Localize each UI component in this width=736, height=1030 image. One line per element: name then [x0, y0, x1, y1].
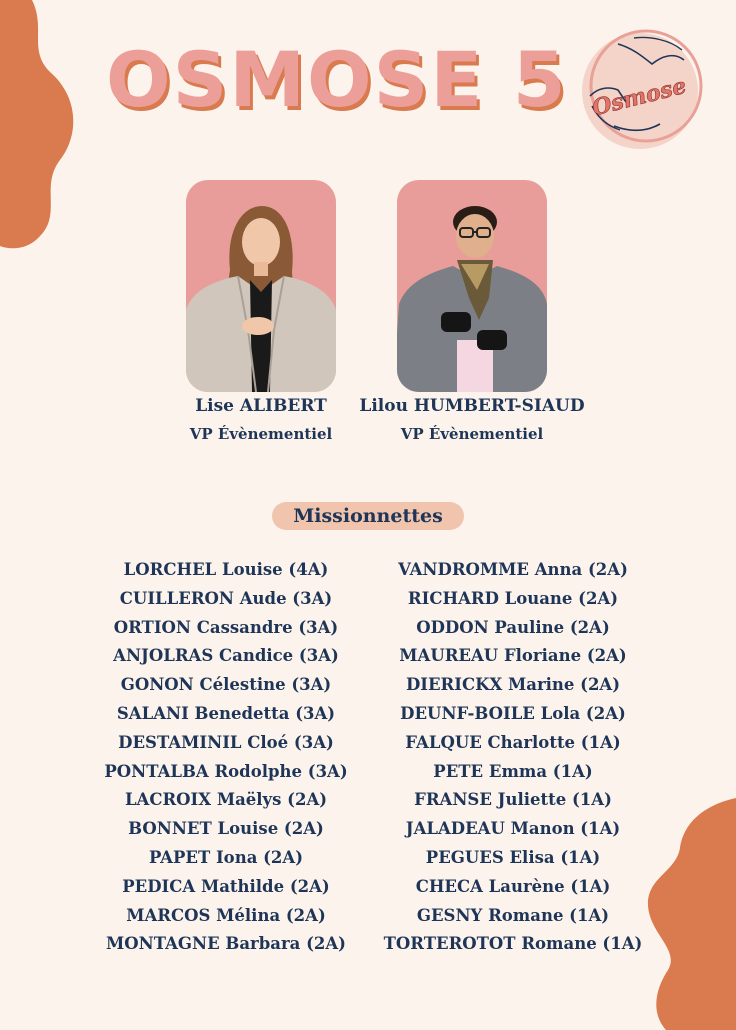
list-item: PETE Emma (1A) [433, 761, 593, 781]
list-item: LACROIX Maëlys (2A) [124, 790, 328, 810]
list-item: MARCOS Mélina (2A) [126, 905, 326, 925]
photo-lise-alibert [186, 180, 336, 392]
section-heading-missionnettes: Missionnettes [272, 502, 464, 530]
photo-lilou-humbert-siaud [397, 180, 547, 392]
list-item: PEDICA Mathilde (2A) [122, 876, 330, 896]
logo-text: Osmose [589, 72, 689, 122]
list-item: ODDON Pauline (2A) [416, 617, 610, 637]
list-item: DESTAMINIL Cloé (3A) [118, 732, 334, 752]
list-item: FRANSE Juliette (1A) [414, 790, 612, 810]
list-item: PEGUES Elisa (1A) [425, 847, 601, 867]
list-item: TORTEROTOT Romane (1A) [383, 934, 643, 954]
team-member-name: Lise ALIBERT [195, 396, 327, 416]
missionnettes-list-left [91, 556, 361, 959]
list-item: CHECA Laurène (1A) [415, 876, 611, 896]
list-item: GESNY Romane (1A) [416, 905, 610, 925]
list-item: MAUREAU Floriane (2A) [399, 646, 627, 666]
decorative-blob-top-left [0, 0, 80, 252]
list-item: FALQUE Charlotte (1A) [405, 732, 621, 752]
list-item: SALANI Benedetta (3A) [116, 703, 336, 723]
list-item: PONTALBA Rodolphe (3A) [104, 761, 348, 781]
list-item: PAPET Iona (2A) [148, 847, 304, 867]
list-item: ANJOLRAS Candice (3A) [113, 646, 339, 666]
list-item: DEUNF-BOILE Lola (2A) [400, 703, 626, 723]
decorative-blob-bottom-right [646, 798, 736, 1030]
team-member-role: VP Évènementiel [400, 425, 544, 443]
list-item: ORTION Cassandre (3A) [113, 617, 339, 637]
team-member-name: Lilou HUMBERT-SIAUD [359, 396, 585, 416]
list-item: LORCHEL Louise (4A) [123, 560, 329, 579]
list-item: DIERICKX Marine (2A) [405, 675, 621, 695]
list-item: GONON Célestine (3A) [120, 675, 332, 695]
list-item: RICHARD Louane (2A) [407, 588, 619, 608]
missionnettes-list-right [378, 556, 648, 959]
list-item: CUILLERON Aude (3A) [119, 588, 333, 608]
page-title: OSMOSE 5 [106, 35, 568, 124]
team-member-role: VP Évènementiel [189, 425, 333, 443]
list-item: MONTAGNE Barbara (2A) [106, 934, 346, 954]
list-item: VANDROMME Anna (2A) [398, 560, 628, 579]
osmose-logo [574, 26, 706, 156]
list-item: BONNET Louise (2A) [128, 819, 324, 839]
list-item: JALADEAU Manon (1A) [405, 819, 621, 839]
